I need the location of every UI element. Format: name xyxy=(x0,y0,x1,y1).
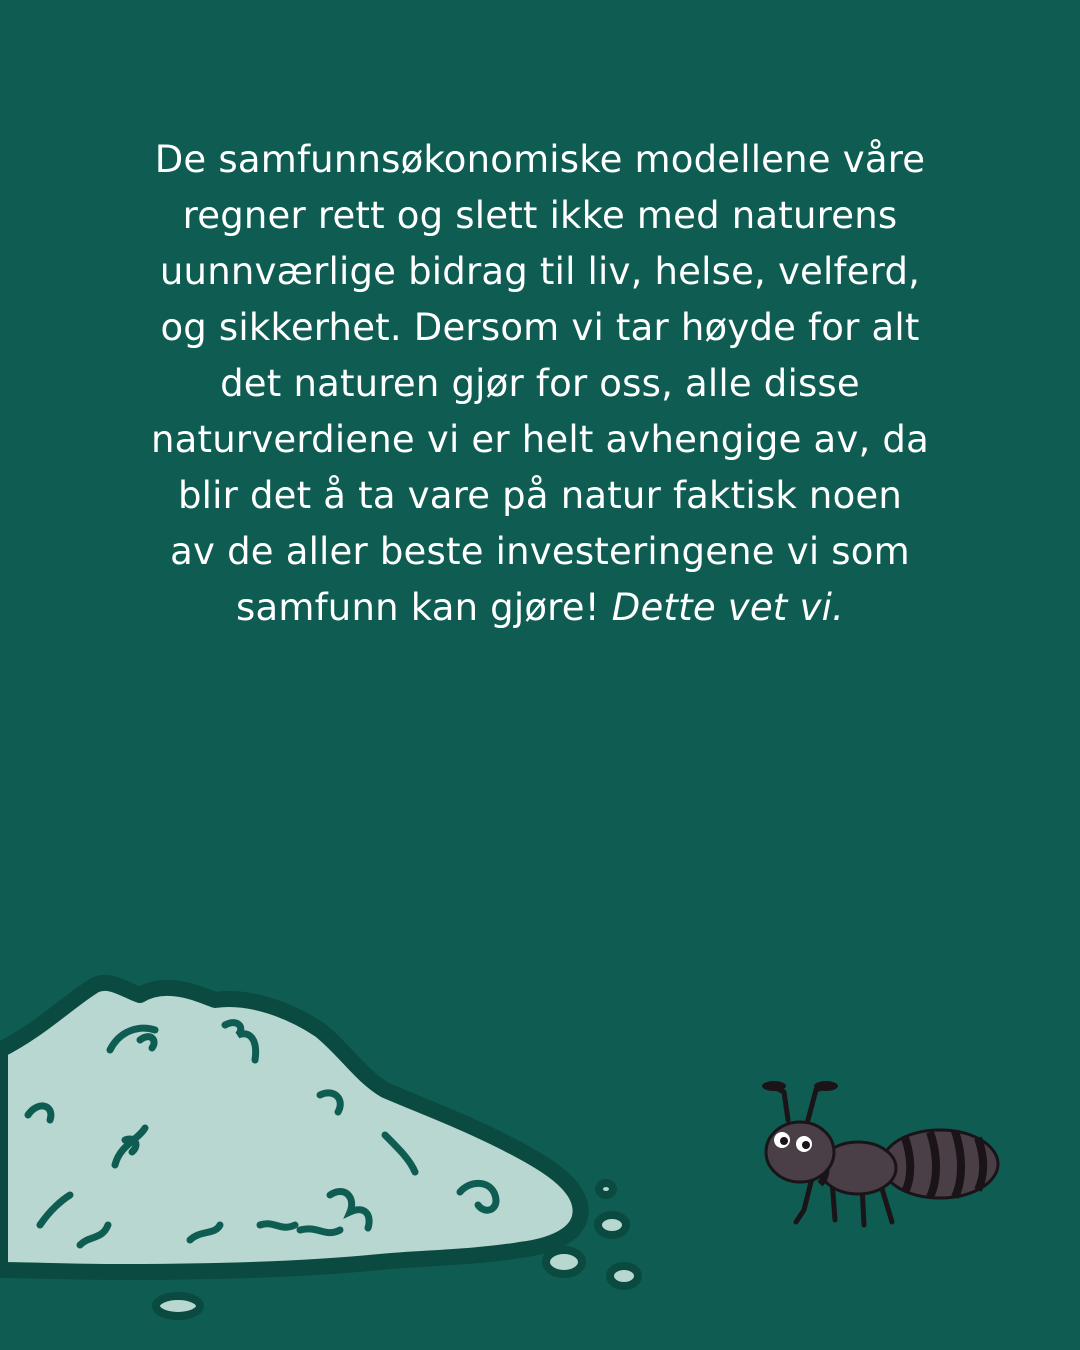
anthill-illustration xyxy=(0,983,638,1316)
quote-body: De samfunnsøkonomiske modellene våre regner rett og slett ikke med naturens uunnværlige bidrag til liv, helse, velferd, og sikkerhet. Dersom vi tar høyde for alt det naturen gjør for oss, alle disse naturverdiene vi er helt avhengige av, da blir det å ta vare på natur faktisk noen av de aller beste investeringene vi som samfunn kan gjøre! xyxy=(151,138,929,629)
ant-illustration xyxy=(762,1081,998,1225)
quote-emphasis: Dette vet vi. xyxy=(611,586,845,629)
